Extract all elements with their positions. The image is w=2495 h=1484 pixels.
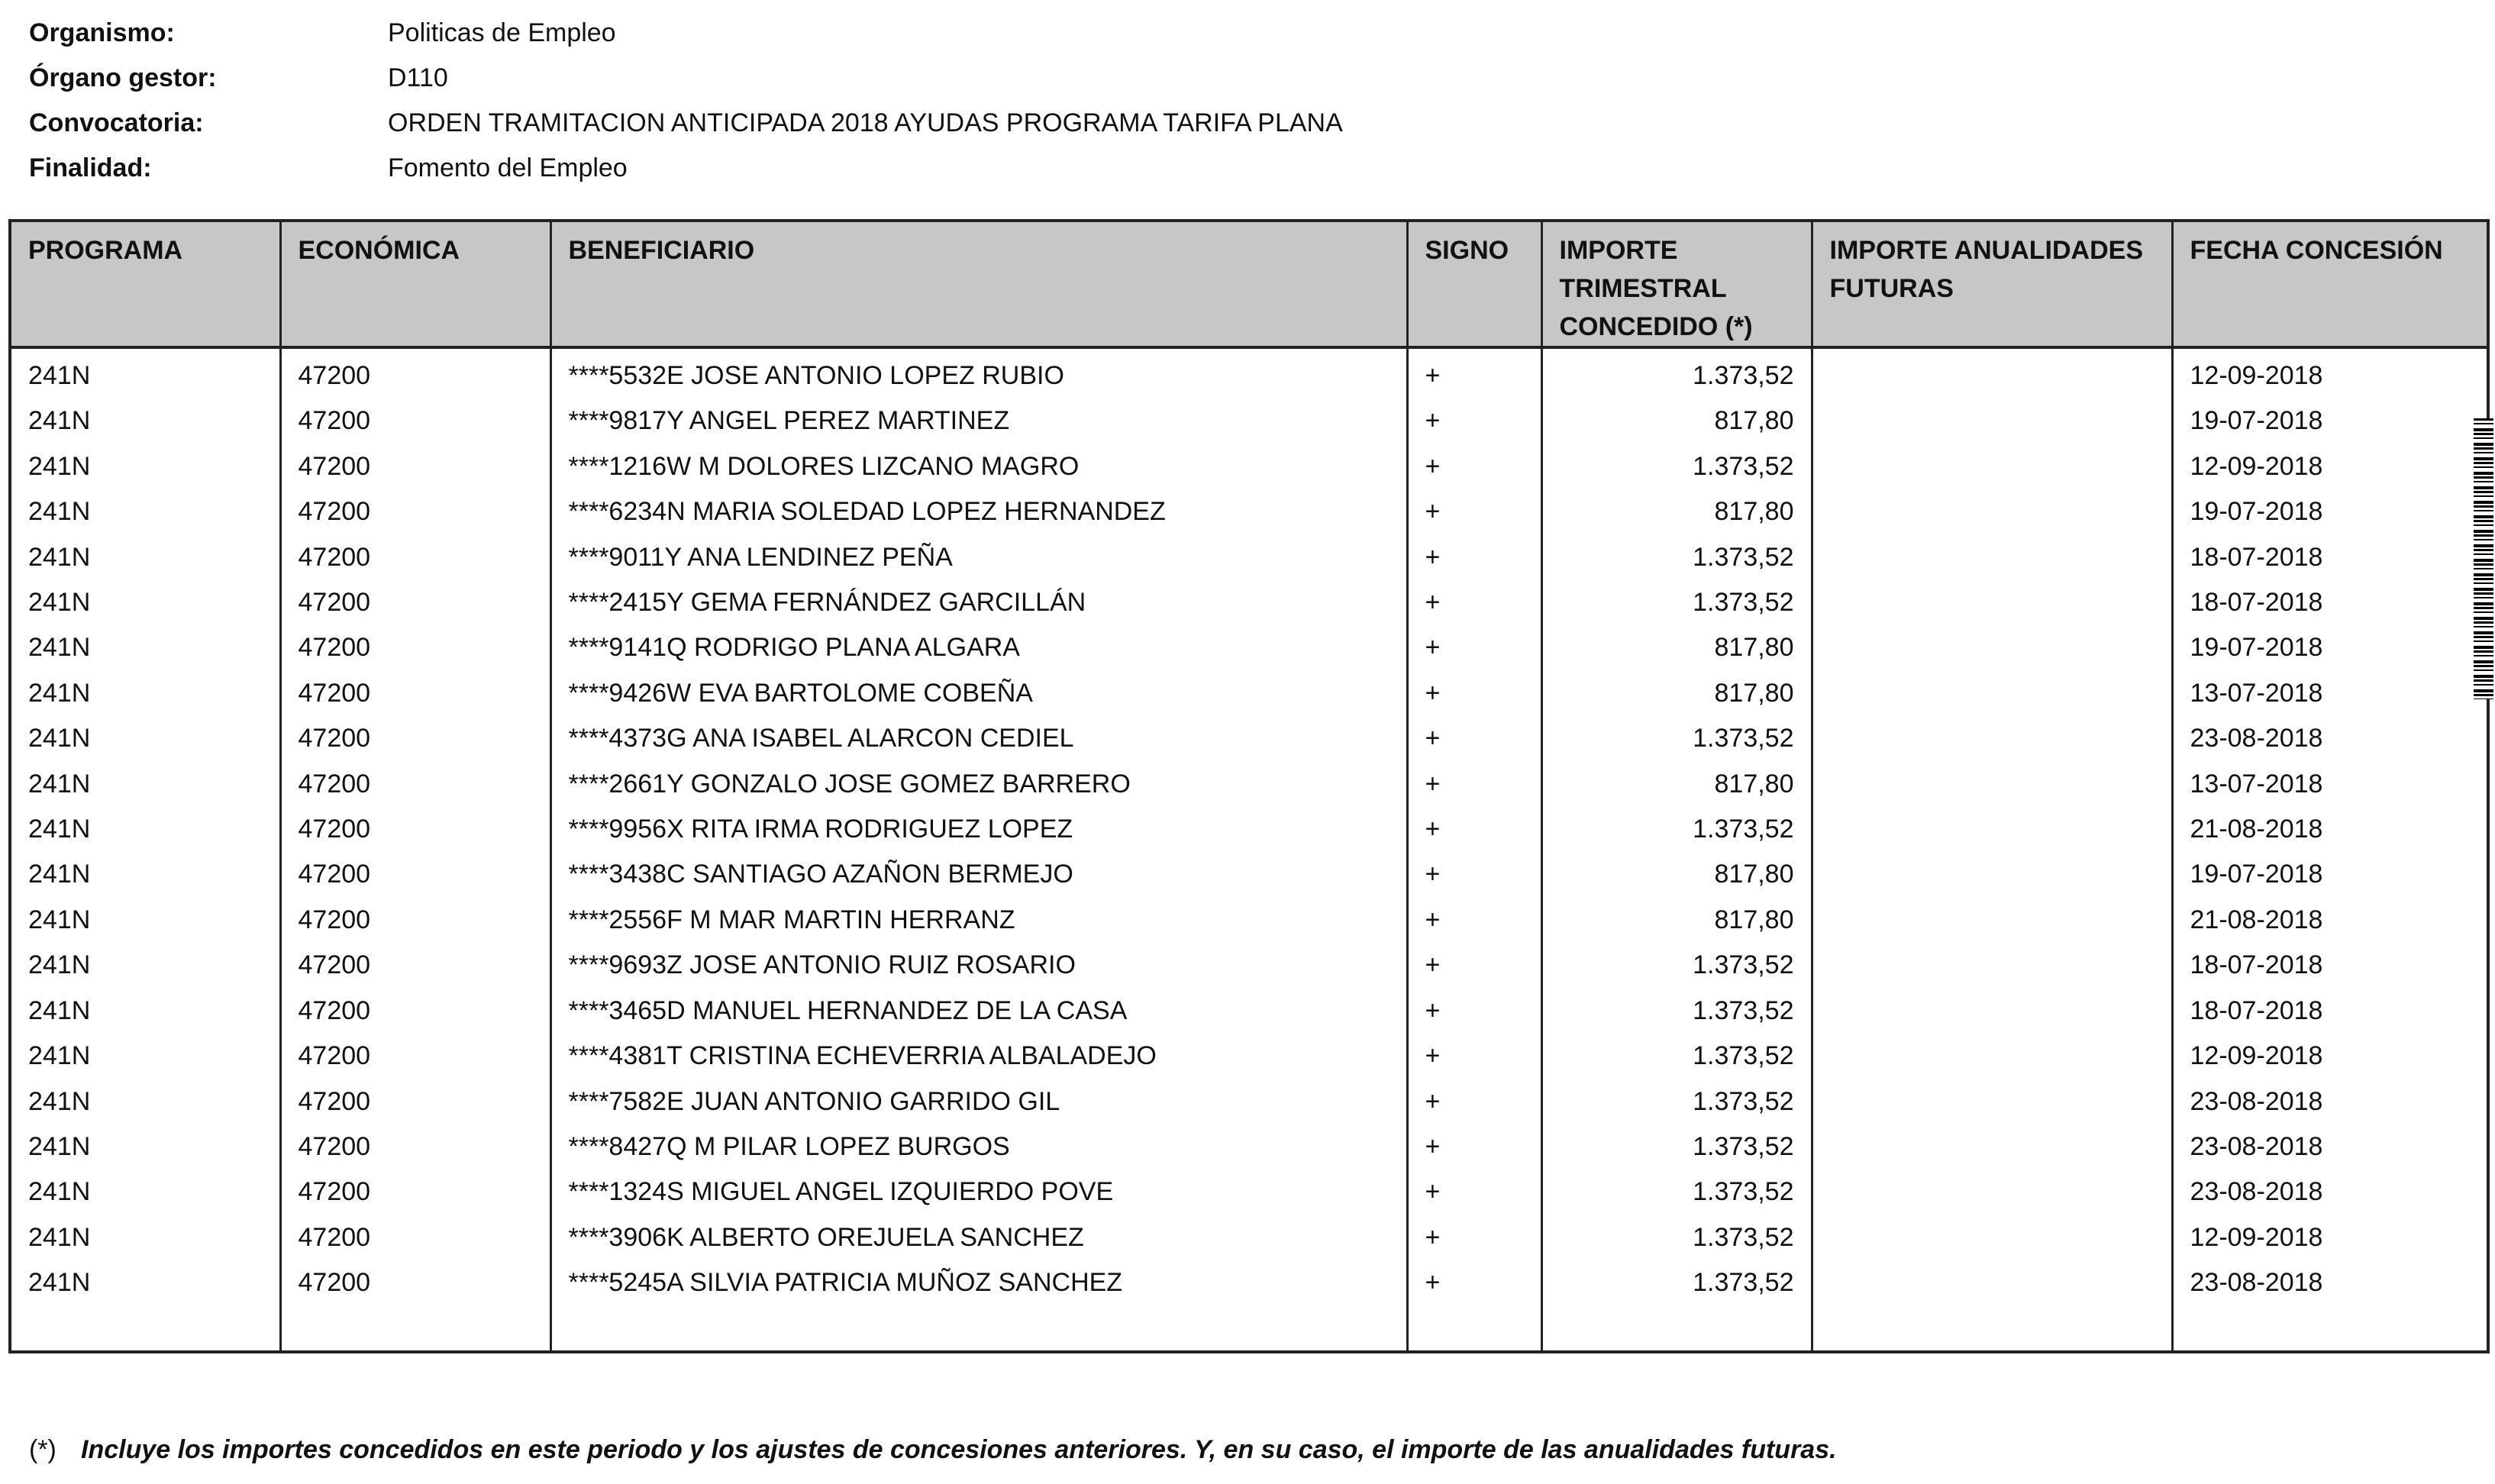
table-row bbox=[10, 1169, 2488, 1215]
cell-programa: 241N bbox=[10, 807, 280, 852]
cell-importe-anualidades bbox=[1812, 580, 2172, 625]
cell-importe-trimestral: 1.373,52 bbox=[1541, 1079, 1812, 1124]
cell-fecha: 21-08-2018 bbox=[2172, 898, 2488, 943]
table-row bbox=[10, 625, 2488, 670]
cell-beneficiario: ****4373G ANA ISABEL ALARCON CEDIEL bbox=[550, 716, 1407, 761]
cell-importe-anualidades bbox=[1812, 762, 2172, 807]
cell-fecha: 23-08-2018 bbox=[2172, 1260, 2488, 1305]
cell-programa: 241N bbox=[10, 943, 280, 988]
cell-programa: 241N bbox=[10, 671, 280, 716]
cell-beneficiario: ****9011Y ANA LENDINEZ PEÑA bbox=[550, 535, 1407, 580]
cell-economica: 47200 bbox=[280, 1079, 550, 1124]
filler-cell bbox=[280, 1306, 550, 1352]
table-row bbox=[10, 580, 2488, 625]
cell-importe-trimestral: 1.373,52 bbox=[1541, 444, 1812, 489]
cell-fecha: 23-08-2018 bbox=[2172, 1124, 2488, 1169]
filler-cell bbox=[1541, 1306, 1812, 1352]
cell-importe-trimestral: 1.373,52 bbox=[1541, 347, 1812, 398]
cell-economica: 47200 bbox=[280, 852, 550, 897]
cell-economica: 47200 bbox=[280, 1124, 550, 1169]
cell-programa: 241N bbox=[10, 1260, 280, 1305]
cell-importe-trimestral: 817,80 bbox=[1541, 852, 1812, 897]
footnote bbox=[29, 1435, 1837, 1465]
table-row bbox=[10, 898, 2488, 943]
footnote-text: Incluye los importes concedidos en este periodo y los ajustes de concesiones anteriores. Y, en su caso, el importe de las anualidades futuras. bbox=[81, 1435, 1837, 1464]
cell-importe-anualidades bbox=[1812, 989, 2172, 1034]
cell-importe-anualidades bbox=[1812, 1034, 2172, 1079]
cell-economica: 47200 bbox=[280, 1034, 550, 1079]
cell-importe-trimestral: 1.373,52 bbox=[1541, 1034, 1812, 1079]
cell-importe-anualidades bbox=[1812, 398, 2172, 444]
cell-economica: 47200 bbox=[280, 1215, 550, 1260]
barcode-strip bbox=[2474, 418, 2493, 699]
cell-signo: + bbox=[1407, 535, 1541, 580]
footnote-mark: (*) bbox=[29, 1435, 56, 1464]
cell-programa: 241N bbox=[10, 852, 280, 897]
cell-signo: + bbox=[1407, 716, 1541, 761]
table-row bbox=[10, 671, 2488, 716]
cell-fecha: 23-08-2018 bbox=[2172, 1079, 2488, 1124]
cell-importe-anualidades bbox=[1812, 625, 2172, 670]
cell-beneficiario: ****3906K ALBERTO OREJUELA SANCHEZ bbox=[550, 1215, 1407, 1260]
cell-signo: + bbox=[1407, 1034, 1541, 1079]
cell-importe-anualidades bbox=[1812, 1215, 2172, 1260]
cell-programa: 241N bbox=[10, 716, 280, 761]
cell-programa: 241N bbox=[10, 535, 280, 580]
col-fecha-header: FECHA CONCESIÓN bbox=[2172, 221, 2488, 347]
filler-cell bbox=[2172, 1306, 2488, 1352]
table-row bbox=[10, 1260, 2488, 1305]
filler-cell bbox=[10, 1306, 280, 1352]
cell-beneficiario: ****9141Q RODRIGO PLANA ALGARA bbox=[550, 625, 1407, 670]
cell-importe-trimestral: 1.373,52 bbox=[1541, 1215, 1812, 1260]
filler-cell bbox=[550, 1306, 1407, 1352]
cell-importe-trimestral: 1.373,52 bbox=[1541, 807, 1812, 852]
finalidad-label: Finalidad: bbox=[29, 153, 152, 182]
cell-economica: 47200 bbox=[280, 762, 550, 807]
cell-beneficiario: ****9426W EVA BARTOLOME COBEÑA bbox=[550, 671, 1407, 716]
cell-beneficiario: ****2556F M MAR MARTIN HERRANZ bbox=[550, 898, 1407, 943]
cell-beneficiario: ****8427Q M PILAR LOPEZ BURGOS bbox=[550, 1124, 1407, 1169]
cell-importe-trimestral: 817,80 bbox=[1541, 671, 1812, 716]
cell-economica: 47200 bbox=[280, 489, 550, 534]
cell-importe-trimestral: 817,80 bbox=[1541, 398, 1812, 444]
cell-fecha: 19-07-2018 bbox=[2172, 489, 2488, 534]
col-economica-header: ECONÓMICA bbox=[280, 221, 550, 347]
table-row bbox=[10, 489, 2488, 534]
cell-signo: + bbox=[1407, 489, 1541, 534]
cell-signo: + bbox=[1407, 807, 1541, 852]
cell-beneficiario: ****1216W M DOLORES LIZCANO MAGRO bbox=[550, 444, 1407, 489]
cell-importe-trimestral: 1.373,52 bbox=[1541, 989, 1812, 1034]
cell-economica: 47200 bbox=[280, 580, 550, 625]
cell-signo: + bbox=[1407, 1215, 1541, 1260]
cell-importe-trimestral: 1.373,52 bbox=[1541, 1169, 1812, 1215]
cell-beneficiario: ****5245A SILVIA PATRICIA MUÑOZ SANCHEZ bbox=[550, 1260, 1407, 1305]
cell-fecha: 12-09-2018 bbox=[2172, 444, 2488, 489]
table-row bbox=[10, 852, 2488, 897]
cell-economica: 47200 bbox=[280, 716, 550, 761]
cell-signo: + bbox=[1407, 398, 1541, 444]
cell-programa: 241N bbox=[10, 398, 280, 444]
organo-gestor-row bbox=[29, 56, 1343, 101]
cell-fecha: 18-07-2018 bbox=[2172, 580, 2488, 625]
cell-fecha: 12-09-2018 bbox=[2172, 1215, 2488, 1260]
cell-programa: 241N bbox=[10, 625, 280, 670]
organo-gestor-label: Órgano gestor: bbox=[29, 63, 217, 92]
cell-importe-anualidades bbox=[1812, 535, 2172, 580]
cell-economica: 47200 bbox=[280, 1169, 550, 1215]
cell-programa: 241N bbox=[10, 1034, 280, 1079]
cell-importe-trimestral: 1.373,52 bbox=[1541, 943, 1812, 988]
cell-fecha: 18-07-2018 bbox=[2172, 535, 2488, 580]
table-row bbox=[10, 444, 2488, 489]
cell-programa: 241N bbox=[10, 489, 280, 534]
cell-fecha: 18-07-2018 bbox=[2172, 943, 2488, 988]
cell-fecha: 19-07-2018 bbox=[2172, 398, 2488, 444]
table-row bbox=[10, 762, 2488, 807]
table-row bbox=[10, 989, 2488, 1034]
table-row bbox=[10, 1124, 2488, 1169]
cell-signo: + bbox=[1407, 580, 1541, 625]
cell-importe-anualidades bbox=[1812, 671, 2172, 716]
cell-importe-trimestral: 1.373,52 bbox=[1541, 580, 1812, 625]
cell-importe-anualidades bbox=[1812, 444, 2172, 489]
cell-importe-anualidades bbox=[1812, 807, 2172, 852]
cell-fecha: 12-09-2018 bbox=[2172, 1034, 2488, 1079]
cell-programa: 241N bbox=[10, 347, 280, 398]
cell-economica: 47200 bbox=[280, 347, 550, 398]
cell-programa: 241N bbox=[10, 1079, 280, 1124]
cell-economica: 47200 bbox=[280, 398, 550, 444]
convocatoria-label: Convocatoria: bbox=[29, 108, 204, 137]
cell-signo: + bbox=[1407, 989, 1541, 1034]
cell-economica: 47200 bbox=[280, 444, 550, 489]
table-row bbox=[10, 535, 2488, 580]
cell-fecha: 19-07-2018 bbox=[2172, 852, 2488, 897]
cell-importe-anualidades bbox=[1812, 347, 2172, 398]
cell-beneficiario: ****4381T CRISTINA ECHEVERRIA ALBALADEJO bbox=[550, 1034, 1407, 1079]
table-row bbox=[10, 347, 2488, 398]
cell-beneficiario: ****2661Y GONZALO JOSE GOMEZ BARRERO bbox=[550, 762, 1407, 807]
col-signo-header: SIGNO bbox=[1407, 221, 1541, 347]
document-header bbox=[29, 11, 1343, 191]
cell-economica: 47200 bbox=[280, 535, 550, 580]
cell-importe-anualidades bbox=[1812, 1260, 2172, 1305]
cell-beneficiario: ****5532E JOSE ANTONIO LOPEZ RUBIO bbox=[550, 347, 1407, 398]
table-row bbox=[10, 943, 2488, 988]
col-importe-trimestral-header: IMPORTE TRIMESTRAL CONCEDIDO (*) bbox=[1541, 221, 1812, 347]
cell-beneficiario: ****9956X RITA IRMA RODRIGUEZ LOPEZ bbox=[550, 807, 1407, 852]
cell-signo: + bbox=[1407, 852, 1541, 897]
table-row bbox=[10, 1034, 2488, 1079]
cell-signo: + bbox=[1407, 444, 1541, 489]
cell-signo: + bbox=[1407, 943, 1541, 988]
finalidad-value: Fomento del Empleo bbox=[388, 153, 628, 182]
cell-signo: + bbox=[1407, 1079, 1541, 1124]
cell-importe-trimestral: 817,80 bbox=[1541, 762, 1812, 807]
cell-economica: 47200 bbox=[280, 807, 550, 852]
cell-importe-anualidades bbox=[1812, 943, 2172, 988]
cell-beneficiario: ****3465D MANUEL HERNANDEZ DE LA CASA bbox=[550, 989, 1407, 1034]
table-row bbox=[10, 1215, 2488, 1260]
table-body bbox=[10, 347, 2488, 1352]
cell-importe-anualidades bbox=[1812, 1124, 2172, 1169]
cell-importe-anualidades bbox=[1812, 1079, 2172, 1124]
cell-fecha: 21-08-2018 bbox=[2172, 807, 2488, 852]
cell-signo: + bbox=[1407, 1124, 1541, 1169]
cell-signo: + bbox=[1407, 1169, 1541, 1215]
cell-importe-trimestral: 1.373,52 bbox=[1541, 1260, 1812, 1305]
cell-importe-trimestral: 1.373,52 bbox=[1541, 1124, 1812, 1169]
cell-importe-trimestral: 1.373,52 bbox=[1541, 716, 1812, 761]
cell-importe-anualidades bbox=[1812, 852, 2172, 897]
cell-fecha: 23-08-2018 bbox=[2172, 716, 2488, 761]
cell-importe-trimestral: 1.373,52 bbox=[1541, 535, 1812, 580]
cell-beneficiario: ****6234N MARIA SOLEDAD LOPEZ HERNANDEZ bbox=[550, 489, 1407, 534]
col-programa-header: PROGRAMA bbox=[10, 221, 280, 347]
cell-programa: 241N bbox=[10, 898, 280, 943]
cell-signo: + bbox=[1407, 625, 1541, 670]
cell-economica: 47200 bbox=[280, 671, 550, 716]
organo-gestor-value: D110 bbox=[388, 63, 448, 92]
grants-table bbox=[8, 219, 2490, 1353]
cell-fecha: 13-07-2018 bbox=[2172, 671, 2488, 716]
convocatoria-value: ORDEN TRAMITACION ANTICIPADA 2018 AYUDAS PROGRAMA TARIFA PLANA bbox=[388, 108, 1343, 137]
cell-programa: 241N bbox=[10, 1124, 280, 1169]
cell-economica: 47200 bbox=[280, 989, 550, 1034]
cell-importe-anualidades bbox=[1812, 716, 2172, 761]
cell-economica: 47200 bbox=[280, 1260, 550, 1305]
convocatoria-row bbox=[29, 101, 1343, 146]
cell-importe-anualidades bbox=[1812, 898, 2172, 943]
cell-fecha: 18-07-2018 bbox=[2172, 989, 2488, 1034]
cell-beneficiario: ****7582E JUAN ANTONIO GARRIDO GIL bbox=[550, 1079, 1407, 1124]
cell-programa: 241N bbox=[10, 989, 280, 1034]
cell-beneficiario: ****9693Z JOSE ANTONIO RUIZ ROSARIO bbox=[550, 943, 1407, 988]
col-importe-anualidades-header: IMPORTE ANUALIDADES FUTURAS bbox=[1812, 221, 2172, 347]
cell-programa: 241N bbox=[10, 762, 280, 807]
organismo-value: Politicas de Empleo bbox=[388, 18, 616, 47]
cell-signo: + bbox=[1407, 762, 1541, 807]
cell-programa: 241N bbox=[10, 580, 280, 625]
table-row bbox=[10, 807, 2488, 852]
cell-signo: + bbox=[1407, 898, 1541, 943]
cell-fecha: 19-07-2018 bbox=[2172, 625, 2488, 670]
cell-fecha: 12-09-2018 bbox=[2172, 347, 2488, 398]
col-beneficiario-header: BENEFICIARIO bbox=[550, 221, 1407, 347]
header-row bbox=[10, 221, 2488, 347]
cell-importe-trimestral: 817,80 bbox=[1541, 898, 1812, 943]
cell-signo: + bbox=[1407, 347, 1541, 398]
organismo-label: Organismo: bbox=[29, 18, 175, 47]
cell-fecha: 13-07-2018 bbox=[2172, 762, 2488, 807]
filler-cell bbox=[1407, 1306, 1541, 1352]
cell-economica: 47200 bbox=[280, 625, 550, 670]
table-filler-row bbox=[10, 1306, 2488, 1352]
cell-beneficiario: ****1324S MIGUEL ANGEL IZQUIERDO POVE bbox=[550, 1169, 1407, 1215]
cell-signo: + bbox=[1407, 1260, 1541, 1305]
cell-beneficiario: ****3438C SANTIAGO AZAÑON BERMEJO bbox=[550, 852, 1407, 897]
cell-importe-anualidades bbox=[1812, 1169, 2172, 1215]
table-row bbox=[10, 1079, 2488, 1124]
cell-economica: 47200 bbox=[280, 943, 550, 988]
table-header bbox=[10, 221, 2488, 347]
organismo-row bbox=[29, 11, 1343, 56]
cell-programa: 241N bbox=[10, 1215, 280, 1260]
cell-signo: + bbox=[1407, 671, 1541, 716]
cell-economica: 47200 bbox=[280, 898, 550, 943]
cell-importe-trimestral: 817,80 bbox=[1541, 489, 1812, 534]
cell-programa: 241N bbox=[10, 444, 280, 489]
cell-beneficiario: ****9817Y ANGEL PEREZ MARTINEZ bbox=[550, 398, 1407, 444]
finalidad-row bbox=[29, 146, 1343, 191]
cell-programa: 241N bbox=[10, 1169, 280, 1215]
cell-fecha: 23-08-2018 bbox=[2172, 1169, 2488, 1215]
cell-importe-trimestral: 817,80 bbox=[1541, 625, 1812, 670]
cell-importe-anualidades bbox=[1812, 489, 2172, 534]
table-row bbox=[10, 716, 2488, 761]
table-row bbox=[10, 398, 2488, 444]
cell-beneficiario: ****2415Y GEMA FERNÁNDEZ GARCILLÁN bbox=[550, 580, 1407, 625]
filler-cell bbox=[1812, 1306, 2172, 1352]
